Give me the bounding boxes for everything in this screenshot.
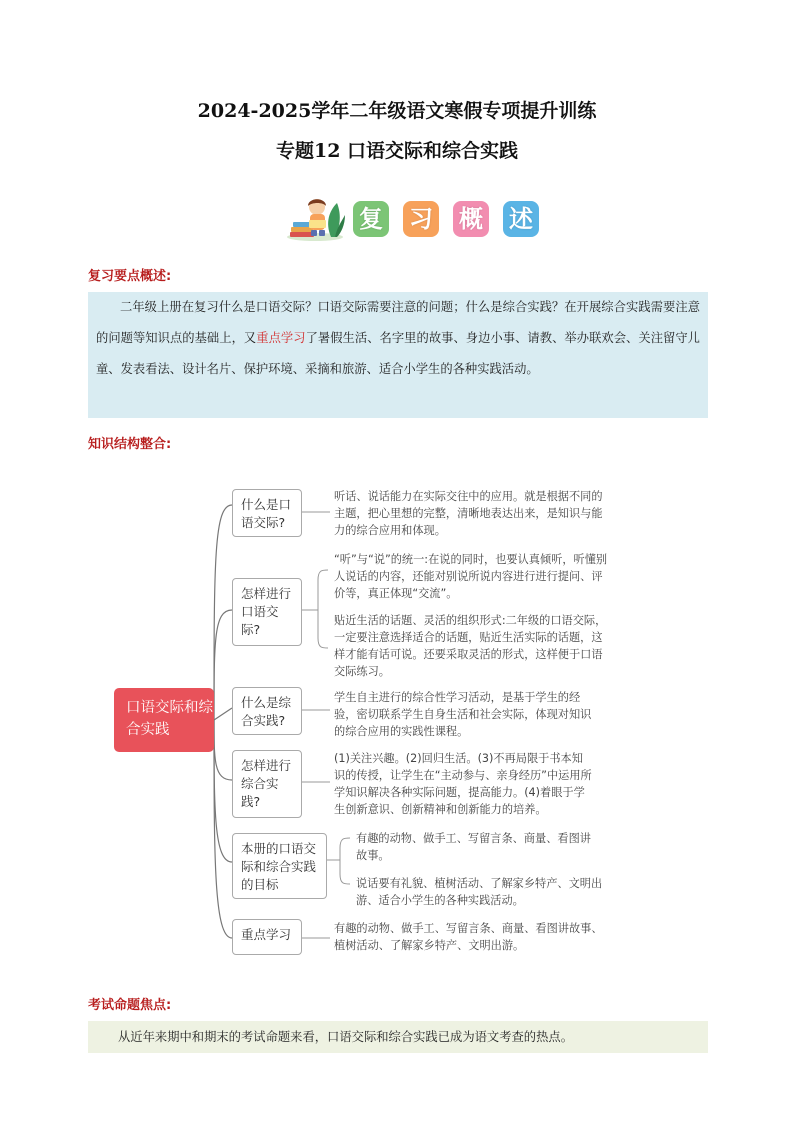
exam-focus-box: 从近年来期中和期末的考试命题来看，口语交际和综合实践已成为语文考查的热点。 (88, 1021, 708, 1053)
branch-how-practice: 怎样进行综合实践? (232, 750, 302, 818)
topic-title: 专题12 口语交际和综合实践 (275, 140, 519, 162)
leaf-what-is-oral: 听话、说话能力在实际交往中的应用。就是根据不同的主题，把心里想的完整，清晰地表达出来，是知识与能力的综合应用和体现。 (334, 490, 603, 537)
leaf-goals-1: 有趣的动物、做手工、写留言条、商量、看图讲故事。 (356, 832, 591, 862)
document-title: 2024-2025学年二年级语文寒假专项提升训练 (197, 100, 597, 122)
exam-heading: 考试命题焦点: (88, 998, 172, 1013)
overview-heading: 复习要点概述: (88, 269, 172, 284)
branch-how-oral: 怎样进行口语交际? (232, 578, 302, 646)
leaf-how-oral-1: “听”与“说”的统一:在说的同时，也要认真倾听，听懂别人说话的内容，还能对别说所说内容进行进行提问、评价等，真正体现“交流”。 (334, 553, 608, 600)
banner-char-1: 复 (353, 201, 389, 237)
mindmap-root: 口语交际和综合实践 (114, 688, 214, 752)
banner-char-4: 述 (503, 201, 539, 237)
leaf-how-oral-2: 贴近生活的话题、灵活的组织形式:二年级的口语交际，一定要注意选择适合的话题，贴近生活实际的话题，这样才能有话可说。还要采取灵活的形式，这样便于口语交际练习。 (334, 614, 607, 678)
overview-text-1: 二年级上册在复习什么是口语交际？口语交际需要注意的问题；什么是综合实践？在开展综合实践需要注意的问题等知识点的基础上，又 (96, 300, 700, 345)
leaf-what-is-practice: 学生自主进行的综合性学习活动，是基于学生的经验，密切联系学生自身生活和社会实际，体现对知识的综合应用的实践性课程。 (334, 691, 592, 738)
banner-char-2: 习 (403, 201, 439, 237)
branch-what-is-practice: 什么是综合实践? (232, 687, 302, 735)
overview-text-2: 了暑假生活、名字里的故事、身边小事、请教、举办联欢会、关注留守儿童、发表看法、设计名片、保护环境、采摘和旅游、适合小学生的各种实践活动。 (96, 331, 700, 376)
branch-goals: 本册的口语交际和综合实践的目标 (232, 833, 327, 899)
leaf-key-study: 有趣的动物、做手工、写留言条、商量、看图讲故事、植树活动、了解家乡特产、文明出游。 (334, 922, 603, 952)
structure-heading: 知识结构整合: (88, 437, 172, 452)
overview-highlight: 重点学习 (256, 331, 306, 345)
banner-char-3: 概 (453, 201, 489, 237)
branch-what-is-oral: 什么是口语交际? (232, 489, 302, 537)
leaf-goals-2: 说话要有礼貌、植树活动、了解家乡特产、文明出游、适合小学生的各种实践活动。 (356, 877, 603, 907)
leaf-how-practice: (1)关注兴趣。(2)回归生活。(3)不再局限于书本知识的传授，让学生在“主动参与、亲身经历”中运用所学知识解决各种实际问题，提高能力。(4)着眼于学生创新意识、创新精神和创新能力的培养。 (334, 752, 592, 816)
branch-key-study: 重点学习 (232, 919, 302, 955)
